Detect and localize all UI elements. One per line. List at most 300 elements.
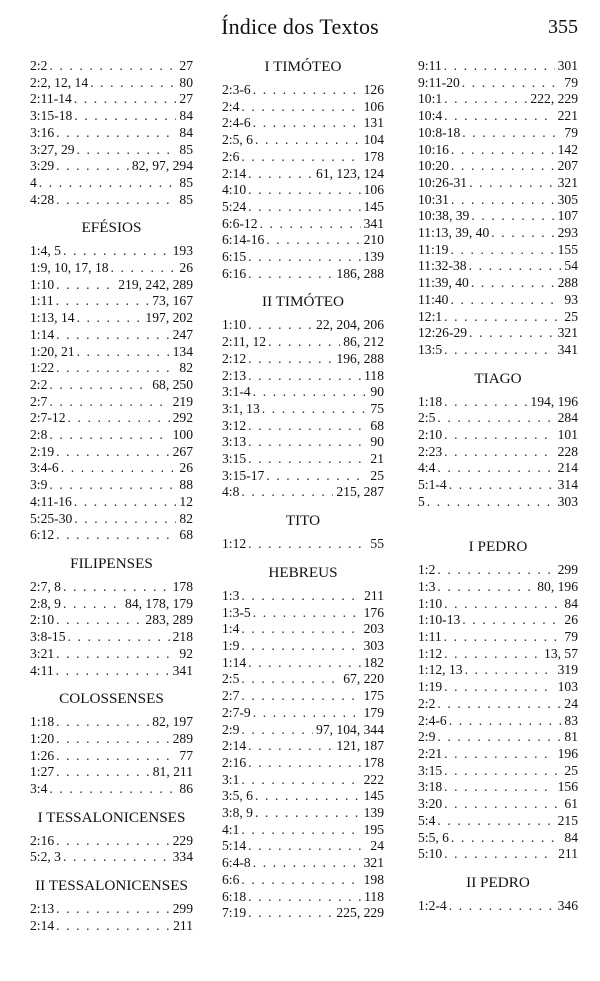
page-references: 61, 123, 124 [316,165,384,181]
verse-reference: 2:11, 12 [222,334,267,350]
index-entry [30,158,193,175]
page-references: 222 [363,771,384,787]
index-section-ii-timoteo [222,293,384,501]
dot-leader [56,731,169,748]
page-references: 118 [364,888,384,904]
index-entry [222,199,384,216]
index-entry [222,705,384,722]
dot-leader [255,788,361,805]
page-references: 193 [172,243,193,259]
index-entry [418,662,578,679]
dot-leader [56,918,170,935]
dot-leader [255,132,361,149]
section-heading: TITO [285,512,321,530]
verse-reference: 2:16 [30,832,55,848]
verse-reference: 2:4-6 [418,712,447,728]
page-references: 225, 229 [336,905,384,921]
section-heading: FILIPENSES [70,554,153,572]
index-entry [30,511,193,528]
verse-reference: 1:2 [418,562,436,578]
dot-leader [469,325,555,342]
verse-reference: 10:38, 39 [418,208,470,224]
dot-leader [266,468,367,485]
verse-reference: 1:12, 13 [418,662,463,678]
index-entry [418,746,578,763]
index-entry [30,612,193,629]
index-entry [30,833,193,850]
dot-leader [465,662,555,679]
index-entry [222,605,384,622]
dot-leader [248,434,367,451]
index-entry [418,444,578,461]
verse-reference: 5:4 [418,812,436,828]
page-references: 84 [564,829,578,845]
page-references: 21 [370,451,384,467]
dot-leader [437,562,554,579]
page-references: 341 [557,341,578,357]
index-section-colossenses [30,690,193,798]
verse-reference: 10:16 [418,141,449,157]
index-entry [30,427,193,444]
verse-reference: 2:2 [30,58,48,73]
index-entry [418,898,578,915]
verse-reference: 5:24 [222,198,247,214]
verse-reference: 2:9 [418,729,436,745]
index-entry [418,562,578,579]
verse-reference: 2:4 [222,98,240,114]
page-references: 341 [363,215,384,231]
page-references: 219 [172,393,193,409]
index-entry [30,293,193,310]
page-references: 303 [557,493,578,509]
index-entry [418,729,578,746]
dot-leader [56,327,169,344]
verse-reference: 2:13 [30,901,55,917]
verse-reference: 2:5 [222,671,240,687]
dot-leader [241,484,333,501]
verse-reference: 1:10 [418,595,443,611]
page-references: 155 [557,241,578,257]
index-entry [418,427,578,444]
verse-reference: 3:15-18 [30,108,73,124]
verse-reference: 1:10 [30,276,55,292]
dot-leader [248,351,333,368]
verse-reference: 1:14 [30,326,55,342]
page-references: 211 [364,587,384,603]
page-references: 54 [564,258,578,274]
page-references: 81 [564,729,578,745]
verse-reference: 11:39, 40 [418,275,469,291]
verse-reference: 3:15 [222,451,247,467]
dot-leader [462,612,561,629]
index-section-ii-tessalonicenses [30,877,193,934]
page-references: 215 [557,812,578,828]
verse-reference: 3:18 [418,779,443,795]
page-references: 85 [179,174,193,190]
verse-reference: 11:13, 39, 40 [418,225,490,241]
dot-leader [437,696,561,713]
page-references: 27 [179,58,193,73]
dot-leader [63,579,170,596]
dot-leader [56,527,176,544]
dot-leader [444,779,554,796]
page-references: 197, 202 [145,310,193,326]
dot-leader [444,596,561,613]
index-entry [222,738,384,755]
index-entry [222,266,384,283]
index-entry [222,401,384,418]
index-section-i-timoteo [222,58,384,282]
index-entry [222,889,384,906]
page-references: 284 [557,410,578,426]
verse-reference: 3:9 [30,477,48,493]
index-entry [222,855,384,872]
dot-leader [449,898,555,915]
index-entry [222,216,384,233]
section-heading: II PEDRO [466,873,530,891]
index-entry [418,58,578,75]
dot-leader [444,91,527,108]
dot-leader [63,849,170,866]
index-entry [222,368,384,385]
index-entry [418,309,578,326]
page-references: 84, 178, 179 [125,595,193,611]
page-references: 229 [172,832,193,848]
section-heading: EFÉSIOS [81,219,142,237]
verse-reference: 10:20 [418,158,449,174]
index-entry [30,91,193,108]
page-references: 68 [370,417,384,433]
dot-leader [451,830,561,847]
index-entry [222,638,384,655]
index-entry [418,91,578,108]
page-references: 81, 211 [152,764,193,780]
index-entry [30,579,193,596]
dot-leader [253,82,361,99]
index-entry [222,115,384,132]
verse-reference: 3:15-17 [222,467,265,483]
index-section-i-tessalonicenses [30,809,193,866]
page-references: 175 [363,688,384,704]
dot-leader [49,477,176,494]
page-references: 142 [557,141,578,157]
verse-reference: 5:5, 6 [418,829,449,845]
dot-leader [444,394,527,411]
index-entry [418,158,578,175]
index-entry [418,225,578,242]
page-references: 97, 104, 344 [316,721,384,737]
page-references: 186, 288 [336,265,384,281]
page-references: 321 [557,174,578,190]
index-entry [222,149,384,166]
index-entry [222,249,384,266]
verse-reference: 1:4, 5 [30,243,61,259]
index-entry [222,182,384,199]
verse-reference: 10:26-31 [418,174,468,190]
page-references: 126 [363,82,384,97]
verse-reference: 1:27 [30,764,55,780]
verse-reference: 5 [418,493,425,509]
dot-leader [437,410,554,427]
dot-leader [437,813,554,830]
verse-reference: 3:15 [418,762,443,778]
page-references: 80 [179,74,193,90]
page-references: 84 [564,595,578,611]
index-entry [222,822,384,839]
verse-reference: 3:8, 9 [222,805,253,821]
index-entry [418,579,578,596]
dot-leader [56,714,149,731]
page-references: 178 [363,754,384,770]
page-references: 334 [172,849,193,865]
index-entry [30,394,193,411]
dot-leader [253,115,361,132]
dot-leader [437,579,534,596]
index-entry [418,813,578,830]
verse-reference: 1:12 [418,645,443,661]
index-entry [418,410,578,427]
index-entry [30,310,193,327]
verse-reference: 11:40 [418,291,449,307]
page-references: 301 [557,58,578,73]
index-entry [30,849,193,866]
dot-leader [437,729,561,746]
index-section-tiago [418,370,578,511]
page-references: 82 [179,510,193,526]
verse-reference: 2:10 [30,612,55,628]
dot-leader [56,833,169,850]
index-entry [30,243,193,260]
dot-leader [61,460,177,477]
page-references: 77 [179,747,193,763]
page-references: 176 [363,604,384,620]
verse-reference: 3:4 [30,781,48,797]
verse-reference: 5:2, 3 [30,849,61,865]
dot-leader [253,605,361,622]
dot-leader [471,275,555,292]
index-entry [222,232,384,249]
page-references: 26 [179,260,193,276]
page-references: 106 [363,182,384,198]
index-entry [30,260,193,277]
verse-reference: 4:10 [222,182,247,198]
verse-reference: 10:4 [418,108,443,124]
dot-leader [241,588,361,605]
page-references: 86 [179,781,193,797]
page-references: 195 [363,821,384,837]
dot-leader [49,394,169,411]
page-references: 341 [172,662,193,678]
dot-leader [444,763,561,780]
verse-reference: 2:5 [418,410,436,426]
page-references: 79 [564,124,578,140]
verse-reference: 4:11 [30,662,54,678]
verse-reference: 10:8-18 [418,124,461,140]
index-section-hebreus [222,564,384,922]
dot-leader [56,444,169,461]
verse-reference: 2:7 [30,393,48,409]
page-references: 211 [173,917,193,933]
index-entry [418,242,578,259]
page-references: 67, 220 [343,671,384,687]
dot-leader [248,249,360,266]
index-entry [418,175,578,192]
verse-reference: 6:15 [222,249,247,265]
verse-reference: 3:1-4 [222,384,251,400]
dot-leader [451,142,555,159]
page-references: 82, 97, 294 [131,158,193,174]
page-references: 289 [172,730,193,746]
page-references: 85 [179,191,193,207]
index-entry [418,208,578,225]
page-references: 178 [363,148,384,164]
verse-reference: 4:28 [30,191,55,207]
index-entry [418,494,578,511]
dot-leader [241,99,360,116]
dot-leader [49,781,176,798]
verse-reference: 1:20 [30,730,55,746]
dot-leader [56,158,129,175]
dot-leader [68,410,170,427]
page-references: 210 [363,232,384,248]
index-entry [30,175,193,192]
dot-leader [451,158,555,175]
dot-leader [241,621,360,638]
page-references: 100 [172,427,193,443]
dot-leader [444,846,555,863]
verse-reference: 2:3-6 [222,82,251,97]
dot-leader [74,91,177,108]
page-references: 139 [363,249,384,265]
verse-reference: 3:1 [222,771,240,787]
page-references: 196, 288 [336,350,384,366]
page-references: 219, 242, 289 [118,276,193,292]
index-entry [222,418,384,435]
index-entry [418,846,578,863]
verse-reference: 2:14 [222,165,247,181]
verse-reference: 3:27, 29 [30,141,75,157]
page-references: 107 [557,208,578,224]
index-entry [30,142,193,159]
verse-reference: 2:14 [30,917,55,933]
dot-leader [77,344,170,361]
dot-leader [241,688,360,705]
dot-leader [90,75,176,92]
verse-reference: 1:26 [30,747,55,763]
dot-leader [241,671,340,688]
index-entry [30,277,193,294]
dot-leader [437,460,554,477]
dot-leader [68,629,170,646]
page-references: 283, 289 [145,612,193,628]
index-entry [418,258,578,275]
index-entry [418,696,578,713]
page-references: 321 [557,325,578,341]
page-references: 93 [564,291,578,307]
index-entry [30,663,193,680]
index-entry [222,755,384,772]
verse-reference: 4:8 [222,484,240,500]
index-entry [222,434,384,451]
page-references: 196 [557,746,578,761]
index-entry [30,192,193,209]
page-references: 203 [363,621,384,637]
page-references: 156 [557,779,578,795]
page-references: 103 [557,679,578,695]
page-references: 305 [557,191,578,207]
dot-leader [56,192,176,209]
verse-reference: 12:1 [418,308,443,324]
index-entry [30,629,193,646]
index-entry [30,596,193,613]
verse-reference: 1:22 [30,360,55,376]
verse-reference: 3:4-6 [30,460,59,476]
verse-reference: 3:29 [30,158,55,174]
page-references: 13, 57 [544,645,578,661]
index-entry [418,646,578,663]
index-entry [30,125,193,142]
index-entry [222,722,384,739]
page-references: 75 [370,400,384,416]
verse-reference: 1:4 [222,621,240,637]
dot-leader [248,889,361,906]
index-column-1 [30,58,193,935]
dot-leader [49,58,176,75]
index-section-filipenses [30,555,193,679]
verse-reference: 1:9, 10, 17, 18 [30,260,109,276]
verse-reference: 2:23 [418,443,443,459]
verse-reference: 1:3 [418,578,436,594]
index-section-efesios [30,219,193,544]
dot-leader [444,746,554,763]
verse-reference: 2:8, 9 [30,595,61,611]
index-entry [222,99,384,116]
dot-leader [49,377,149,394]
index-entry [418,394,578,411]
page-references: 221 [557,108,578,124]
index-entry [222,838,384,855]
page-references: 106 [363,98,384,114]
page-number: 355 [548,16,578,38]
page-references: 228 [557,443,578,459]
verse-reference: 9:11-20 [418,74,460,90]
dot-leader [49,427,169,444]
verse-reference: 2:7, 8 [30,578,61,594]
page-references: 145 [363,788,384,804]
index-column-3 [418,58,578,915]
page-references: 79 [564,629,578,645]
dot-leader [255,805,361,822]
dot-leader [266,232,360,249]
page-title: Índice dos Textos [221,14,379,39]
dot-leader [449,713,562,730]
dot-leader [444,679,554,696]
verse-reference: 1:13, 14 [30,310,75,326]
dot-leader [262,401,368,418]
index-entry [30,494,193,511]
dot-leader [56,293,150,310]
dot-leader [248,418,367,435]
dot-leader [451,192,555,209]
verse-reference: 6:14-16 [222,232,265,248]
page-references: 26 [179,460,193,476]
verse-reference: 4:4 [418,460,436,476]
page-references: 211 [558,846,578,862]
spacer [418,511,578,528]
verse-reference: 13:5 [418,341,443,357]
verse-reference: 1:10-13 [418,612,461,628]
dot-leader [77,310,143,327]
